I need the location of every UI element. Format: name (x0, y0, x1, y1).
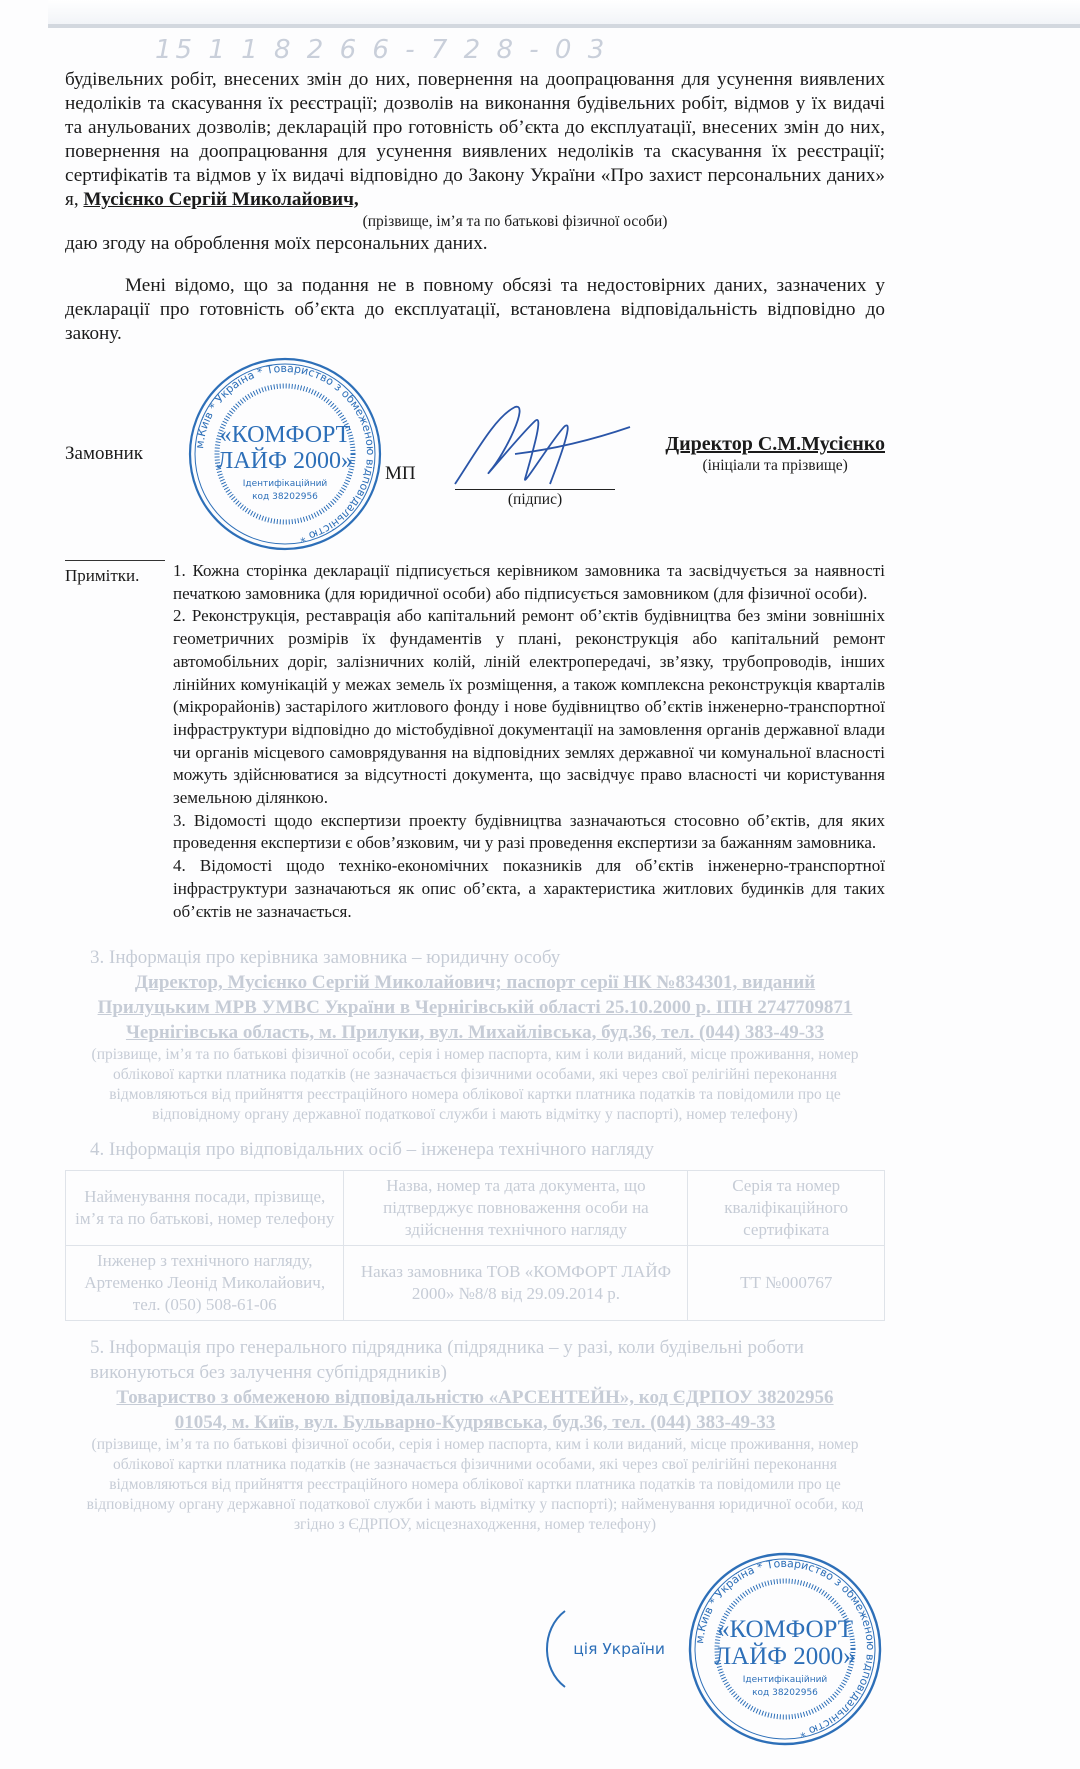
signer-name: Директор С.М.Мусієнко (665, 432, 885, 455)
seal-company-line2: ЛАЙФ 2000» (217, 448, 353, 474)
bleed-table-cell: Наказ замовника ТОВ «КОМФОРТ ЛАЙФ 2000» №8/8 від 29.09.2014 р. (344, 1246, 688, 1321)
note-item: 4. Відомості щодо техніко-економічних показників для об’єктів інженерно-транспортної інфраструктури зазначаються як опис об’єкта, а характеристика житлових будинків для таких об’єктів не зазначається. (173, 856, 885, 921)
signature-caption: (підпис) (507, 490, 563, 508)
consent-paragraph (65, 68, 885, 212)
notes-divider (65, 560, 165, 561)
bleed-table-cell: Інженер з технічного нагляду, Артеменко Леонід Миколайович, тел. (050) 508-61-06 (66, 1246, 344, 1321)
name-caption: (прізвище, ім’я та по батькові фізичної особи) (362, 213, 668, 230)
footer-stamps (65, 1549, 885, 1749)
consent-text: будівельних робіт, внесених змін до них, повернення на доопрацювання для усунення виявлених недоліків та скасування їх реєстрації; дозволів на виконання будівельних робіт, відмов у їх видачі та анульованих дозволів; декларацій про готовність об’єкта до експлуатації, внесених змін до них, повернення на доопрацювання для усунення виявлених недоліків та скасування їх реєстрації; сертифікатів та відмов у їх видачі відповідно до Закону України «Про захист персональних даних» я, (65, 69, 885, 210)
bleed-section3-line: Прилуцьким МРВ УМВС України в Чернігівській області 25.10.2000 р. ІПН 2747709871 (97, 997, 853, 1019)
seal-ident-label: Ідентифікаційний (742, 1675, 828, 1686)
bleed-through-area (65, 945, 885, 1535)
document-page (0, 28, 950, 1769)
bleed-section3-line: Чернігівська область, м. Прилуки, вул. Михайлівська, буд.36, тел. (044) 383-49-33 (125, 1022, 825, 1044)
notes-left (65, 560, 173, 923)
bleed-table-header: Найменування посади, прізвище, ім’я та по батькові, номер телефону (66, 1171, 344, 1246)
bleed-engineer-table (65, 1170, 885, 1321)
bleed-section3-line: Директор, Мусієнко Сергій Миколайович; паспорт серії НК №834301, виданий (134, 972, 816, 994)
bleed-section5-line: 01054, м. Київ, вул. Бульварно-Кудрявська, буд.36, тел. (044) 383-49-33 (174, 1412, 776, 1434)
notes-list (173, 560, 885, 923)
seal-ring-text: м.Київ * Україна * Товариство з обмеженою відповідальністю * (693, 1557, 878, 1740)
bleed-table-header: Назва, номер та дата документа, що підтверджує повноваження особи на здійснення технічного нагляду (344, 1171, 688, 1246)
bleed-table-header-row (66, 1171, 885, 1246)
seal-ident-code: код 38202956 (752, 1688, 818, 1699)
company-seal-stamp (185, 354, 385, 554)
partial-stamp-text: ція України (573, 1640, 665, 1659)
bleed-section3-title: 3. Інформація про керівника замовника – юридичну особу (90, 947, 561, 969)
bleed-section5-line: Товариство з обмеженою відповідальністю «АРСЕНТЕЙН», код ЄДРПОУ 38202956 (116, 1387, 834, 1409)
signature-area (435, 399, 635, 510)
bleed-table-header: Серія та номер кваліфікаційного сертифіката (688, 1171, 885, 1246)
company-seal-stamp-bottom (685, 1549, 885, 1749)
seal-company-line1: «КОМФОРТ (219, 422, 351, 448)
note-item: 1. Кожна сторінка декларації підписується керівником замовника та засвідчується за наявності печаткою замовника (для юридичної особи) або підписується замовником (для фізичної особи). (173, 561, 885, 603)
seal-ring-text: м.Київ * Україна * Товариство з обмеженою відповідальністю * (193, 361, 378, 545)
note-item: 3. Відомості щодо експертизи проекту будівництва зазначаються стосовно об’єктів, для яких проведення експертизи є обов’язковим, чи у разі проведення експертизи за бажанням замовника. (173, 810, 885, 853)
signer-caption: (ініціали та прізвище) (702, 456, 848, 474)
bleed-section4-title: 4. Інформація про відповідальних осіб – інженера технічного нагляду (90, 1139, 654, 1161)
bleed-section3-caption: (прізвище, ім’я та по батькові фізичної особи, серія і номер паспорта, ким і коли виданий, місце проживання, номер облікової картки платника податків (не зазначається фізичними особами, які через свої релігійні переконання відмовляються від прийняття реєстраційного номера облікової картки платника податків та повідомили про це відповідному органу державної податкової служби і мають відмітку у паспорті), номер телефону) (91, 1046, 859, 1124)
note-item: 2. Реконструкція, реставрація або капітальний ремонт об’єктів будівництва без зміни зовнішніх геометричних розмірів їх фундаментів у плані, реконструкція або капітальний ремонт автомобільних доріг, залізничних колій, ліній електропередачі, зв’язку, трубопроводів, інших лінійних комунікацій у межах земель їх розміщення, а також комплексна реконструкція кварталів (мікрорайонів) застарілого житлового фонду і нове будівництво об’єктів інженерно-транспортної інфраструктури відповідно до містобудівної документації на замовлення органів державної влади чи органів місцевого самоврядування на відповідних землях державної чи комунальної власності можуть здійснюватися за відсутності документа, що засвідчує право власності чи користування земельною ділянкою. (173, 606, 885, 808)
signer-block (665, 433, 885, 476)
bleed-section5-caption: (прізвище, ім’я та по батькові фізичної особи, серія і номер паспорта, ким і коли виданий, місце проживання, номер облікової картки платника податків (не зазначається фізичними особами, які через свої релігійні переконання відмовляються від прийняття реєстраційного номера облікової картки платника податків та повідомили про це відповідному органу державної податкової служби і мають відмітку у паспорті); найменування юридичної особи, код згідно з ЄДРПОУ, місцезнаходження, номер телефону) (86, 1436, 864, 1534)
seal-label: МП (385, 463, 416, 484)
company-seal-stamp-wrap (185, 354, 385, 554)
seal-company-line2: ЛАЙФ 2000» (714, 1643, 856, 1671)
signature-block (65, 354, 885, 554)
bleed-section5-title: 5. Інформація про генерального підрядника (підрядника – у разі, коли будівельні роботи виконуються без залучення субпідрядників) (90, 1337, 804, 1384)
scan-top-edge (48, 0, 1080, 28)
seal-company-line1: «КОМФОРТ (716, 1616, 854, 1644)
handwritten-signature (435, 399, 635, 489)
notes-title: Примітки. (65, 566, 140, 585)
consent-agreement: даю згоду на оброблення моїх персональних даних. (65, 233, 488, 254)
handwritten-signature-wrap (435, 399, 635, 489)
bleed-table-row (66, 1246, 885, 1321)
partial-stamp-arc (537, 1609, 567, 1689)
handwritten-registration-number: 15 1 1 8 2 6 6 - 7 2 8 - 0 3 (155, 35, 609, 65)
notes-section (65, 560, 885, 923)
liability-paragraph: Мені відомо, що за подання не в повному обсязі та недостовірних даних, зазначених у декларації про готовність об’єкта до експлуатації, встановлена відповідальність відповідно до закону. (65, 275, 885, 344)
person-name: Мусієнко Сергій Миколайович, (83, 189, 359, 210)
customer-label: Замовник (65, 443, 144, 464)
partial-stamp (537, 1609, 665, 1689)
seal-ident-label: Ідентифікаційний (242, 479, 328, 489)
seal-ident-code: код 38202956 (252, 492, 318, 502)
bleed-table-cell: ТТ №000767 (688, 1246, 885, 1321)
